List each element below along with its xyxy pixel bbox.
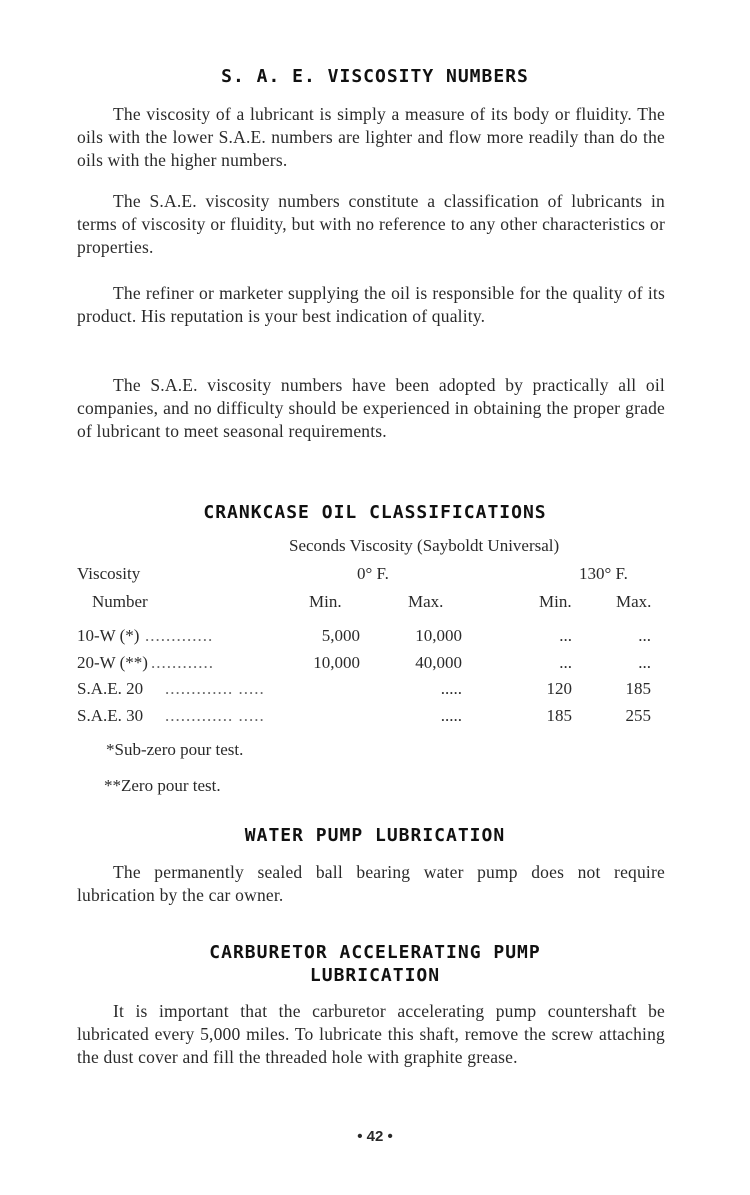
col-min-0f: Min. <box>309 592 342 611</box>
paragraph: The viscosity of a lubricant is simply a measure of its body or fluidity. The oils with the lower S.A.E. numbers are lighter and flow more readily than do the oils with the higher numbers. <box>77 104 665 170</box>
cell-max-0f: ..... <box>440 679 462 698</box>
paragraph: The S.A.E. viscosity numbers constitute a classification of lubricants in terms of viscosity or fluidity, but with no reference to any other characteristics or properties. <box>77 191 665 257</box>
paragraph: The S.A.E. viscosity numbers have been adopted by practically all oil companies, and no difficulty should be experienced in obtaining the proper grade of lubricant to meet seasonal requirements. <box>77 375 665 441</box>
cell-min-0f: 5,000 <box>321 626 360 645</box>
leader-dots: ............. <box>145 626 214 645</box>
cell-min-130f: ... <box>559 626 572 645</box>
row-label: 10-W (*) <box>77 626 140 645</box>
section-title-carburetor-1: CARBURETOR ACCELERATING PUMP <box>209 942 541 963</box>
footnote: **Zero pour test. <box>104 776 221 795</box>
row-label: 20-W (**) <box>77 652 148 672</box>
paragraph: It is important that the carburetor accelerating pump countershaft be lubricated every 5,000 miles. To lubricate this shaft, remove the screw attaching the dust cover and fill the threaded hole with graphite grease. <box>77 1001 665 1067</box>
cell-max-0f: 10,000 <box>415 626 462 645</box>
footnote: *Sub-zero pour test. <box>106 740 244 759</box>
cell-max-0f: ..... <box>440 705 462 725</box>
row-label: S.A.E. 20 <box>77 679 144 698</box>
temp-0f: 0° F. <box>357 564 389 583</box>
cell-min-0f: 10,000 <box>313 652 360 672</box>
leader-dots: ............. ..... <box>165 705 265 725</box>
cell-max-130f: ... <box>638 652 651 672</box>
cell-max-0f: 40,000 <box>415 652 462 672</box>
leader-dots: ............ <box>151 652 214 672</box>
section-title-water-pump: WATER PUMP LUBRICATION <box>244 825 506 846</box>
super-header: Seconds Viscosity (Sayboldt Universal) <box>289 536 560 555</box>
section-title-crankcase: CRANKCASE OIL CLASSIFICATIONS <box>203 502 547 523</box>
paragraph: The permanently sealed ball bearing water pump does not require lubrication by the car owner. <box>77 862 665 905</box>
col-min-130f: Min. <box>539 592 572 611</box>
cell-max-130f: 255 <box>625 705 651 725</box>
oil-classification-table <box>77 536 657 736</box>
temp-130f: 130° F. <box>579 564 628 583</box>
cell-max-130f: ... <box>638 626 651 645</box>
col-max-0f: Max. <box>408 592 444 611</box>
col-header-number: Number <box>92 592 148 611</box>
paragraph: The refiner or marketer supplying the oil is responsible for the quality of its product. His reputation is your best indication of quality. <box>77 283 665 326</box>
leader-dots: ............. ..... <box>165 679 265 698</box>
col-header-viscosity: Viscosity <box>77 564 141 583</box>
cell-min-130f: 120 <box>546 679 572 698</box>
cell-max-130f: 185 <box>625 679 651 698</box>
page-number: • 42 • <box>357 1128 393 1145</box>
col-max-130f: Max. <box>616 592 652 611</box>
cell-min-130f: ... <box>559 652 572 672</box>
section-title-sae: S. A. E. VISCOSITY NUMBERS <box>221 66 529 87</box>
cell-min-130f: 185 <box>546 705 572 725</box>
row-label: S.A.E. 30 <box>77 705 144 725</box>
section-title-carburetor-2: LUBRICATION <box>309 965 441 986</box>
